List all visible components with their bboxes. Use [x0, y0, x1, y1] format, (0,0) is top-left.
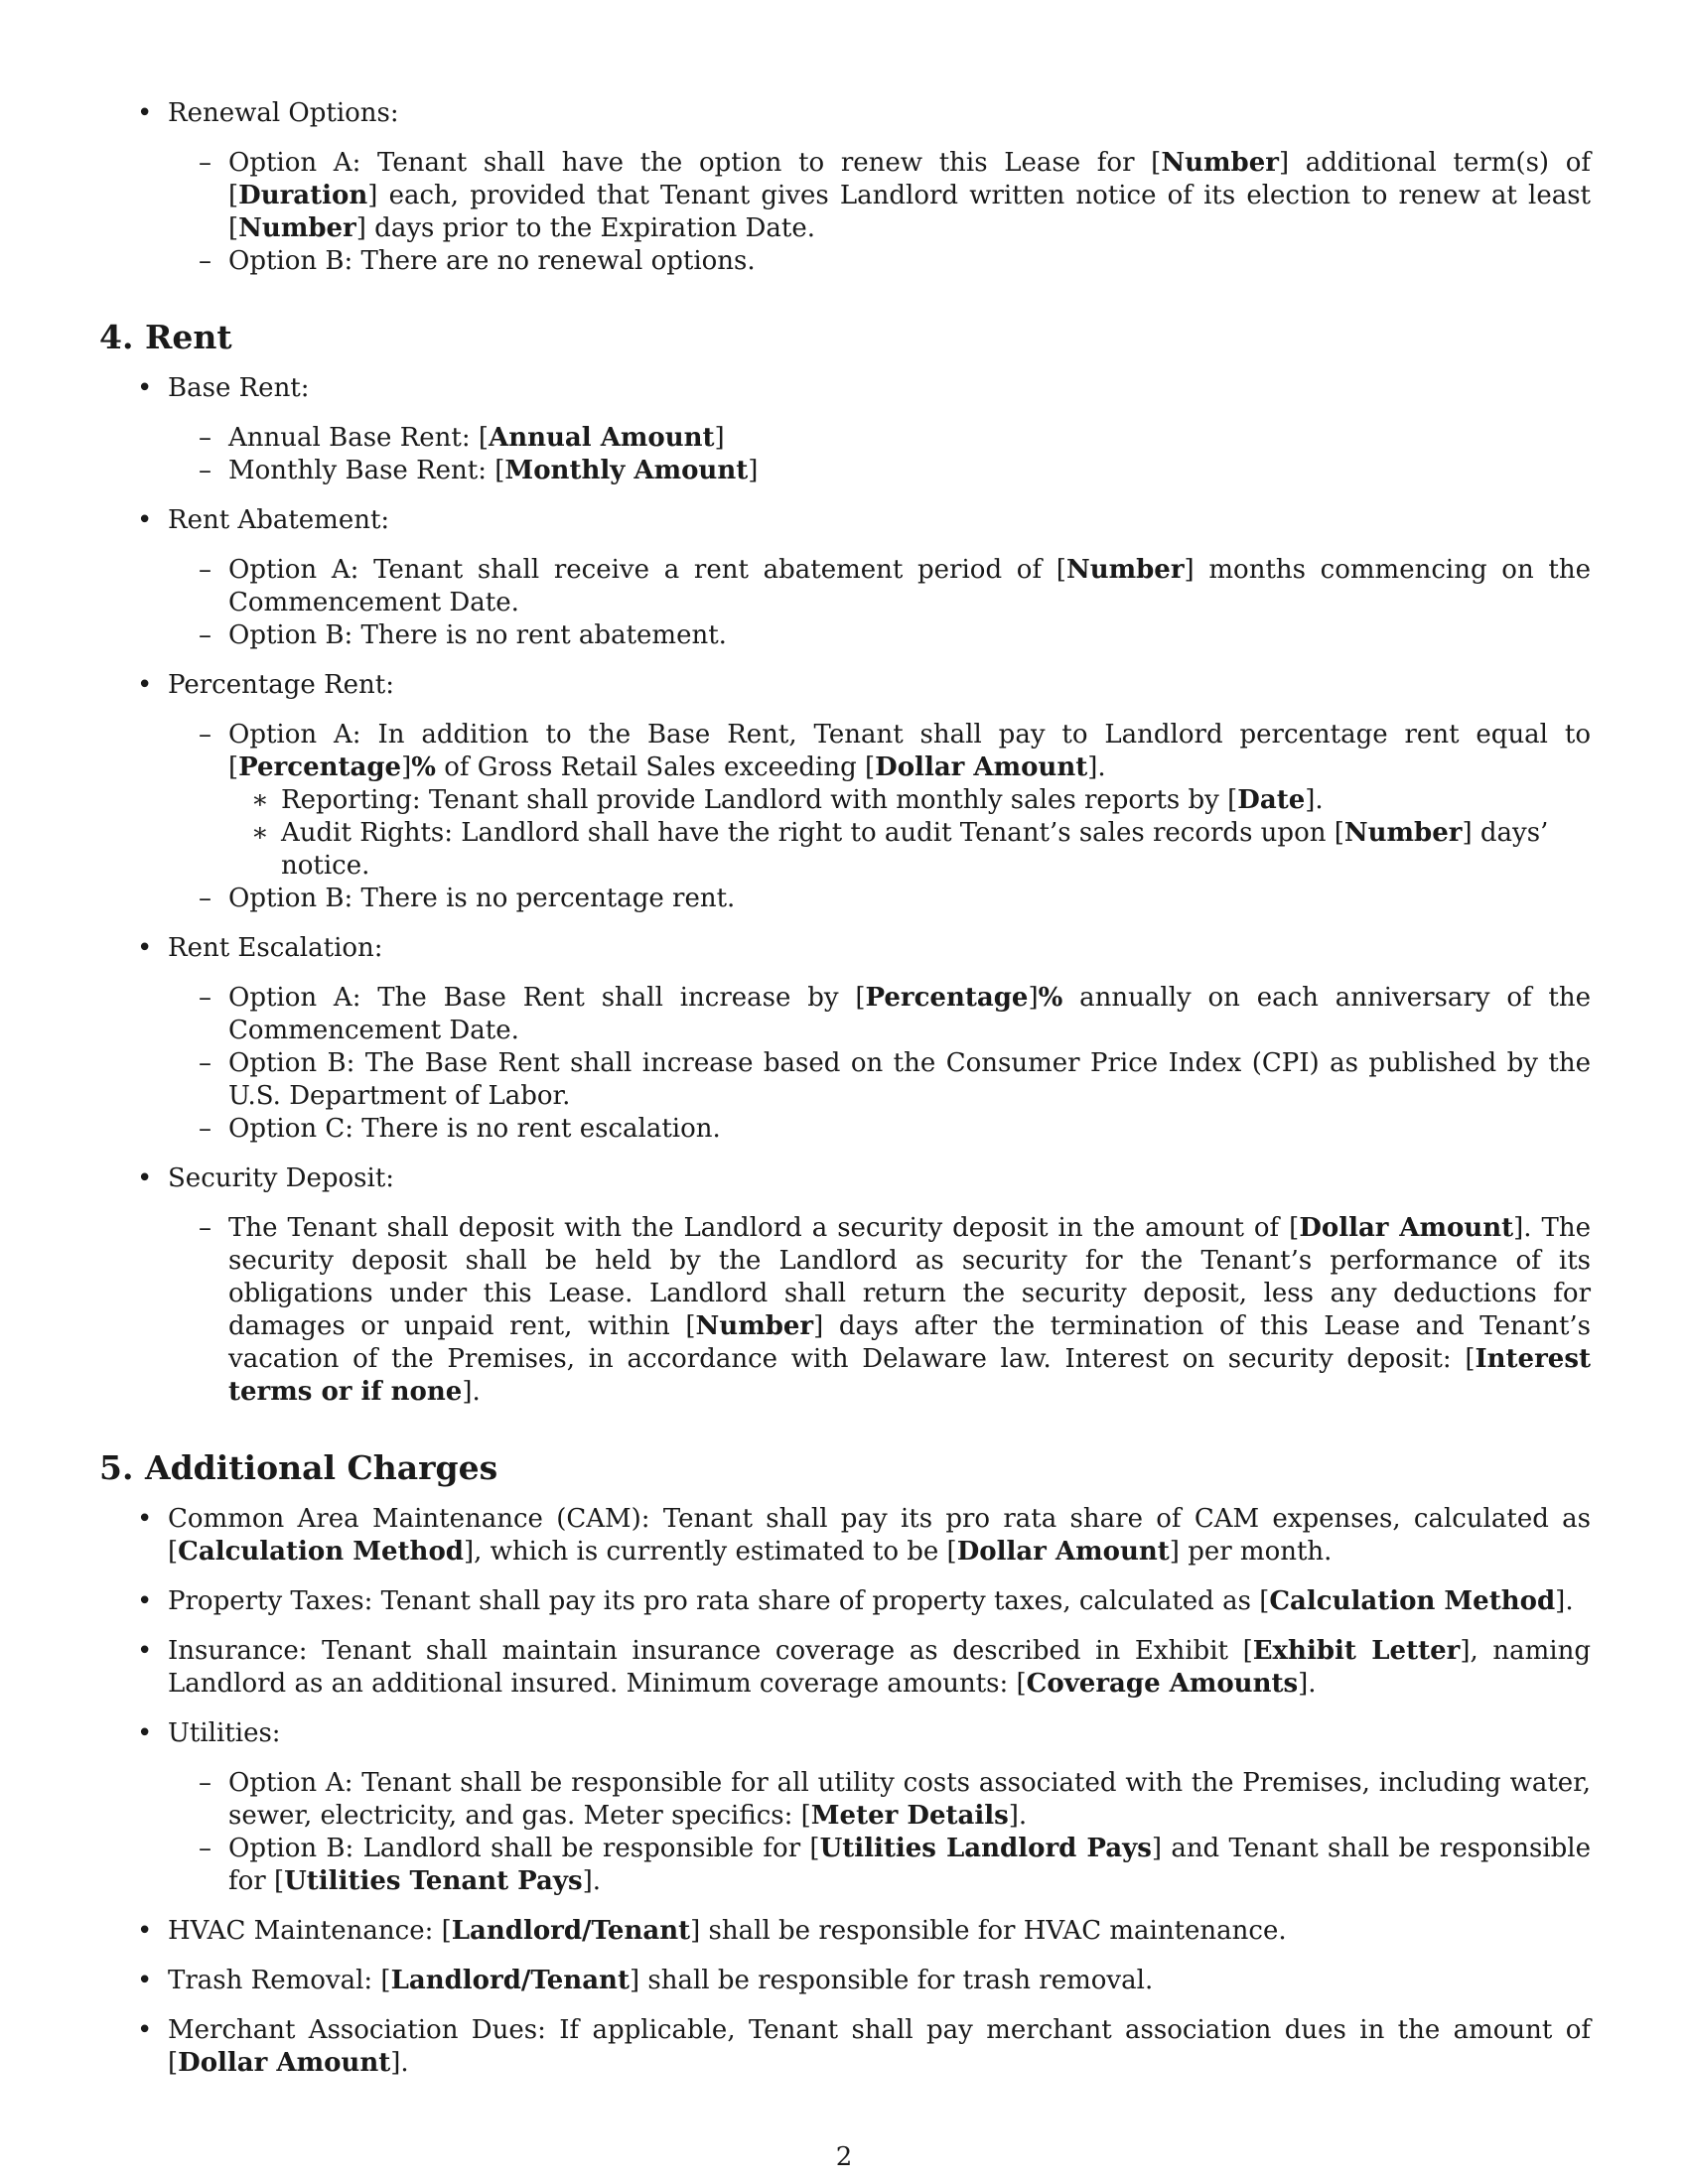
list-item-renewal-options [99, 97, 1591, 278]
text: of Gross Retail Sales exceeding [ [435, 752, 876, 782]
dash-marker: – [199, 983, 211, 1013]
text: ] [401, 752, 412, 782]
renewal-option-b [99, 245, 1591, 278]
text: ], naming Landlord as an additional insured. Minimum coverage amounts: [ [168, 1636, 1591, 1699]
text: Annual Base Rent: [ [228, 423, 490, 453]
placeholder: Dollar Amount [1299, 1213, 1514, 1243]
text: ] [714, 423, 725, 453]
list-item-rent-abatement [99, 504, 1591, 652]
bullet-marker: • [137, 1718, 153, 1748]
percent-sign: % [1038, 983, 1063, 1013]
percentage-rent-option-b [99, 883, 1591, 915]
text: ]. [390, 2048, 409, 2078]
list-item-insurance [99, 1635, 1591, 1701]
bullet-marker: • [137, 1966, 153, 1995]
item-label: Security Deposit: [168, 1163, 395, 1193]
placeholder: Date [1237, 785, 1306, 815]
text: Reporting: Tenant shall provide Landlord with monthly sales reports by [ [281, 785, 1238, 815]
placeholder: Landlord/Tenant [451, 1916, 691, 1946]
monthly-base-rent [99, 455, 1591, 487]
text: The Tenant shall deposit with the Landlord a security deposit in the amount of [ [228, 1213, 1300, 1243]
text: ] [748, 456, 759, 485]
text: Option A: The Base Rent shall increase by [ [228, 983, 866, 1013]
text: Option A: Tenant shall receive a rent abatement period of [ [228, 555, 1066, 585]
text: ]. [1008, 1801, 1028, 1831]
text: ] days’ notice. [281, 818, 1549, 881]
section-title: Rent [145, 318, 232, 356]
section-title: Additional Charges [145, 1448, 498, 1487]
item-label: Percentage Rent: [168, 670, 394, 700]
text: ]. [462, 1377, 481, 1407]
placeholder: Coverage Amounts [1026, 1669, 1299, 1699]
dash-marker: – [199, 1048, 211, 1078]
placeholder: Utilities Tenant Pays [284, 1866, 583, 1896]
reporting-subitem [99, 784, 1591, 817]
placeholder: Dollar Amount [875, 752, 1088, 782]
item-label: Base Rent: [168, 373, 310, 403]
list-item-security-deposit [99, 1162, 1591, 1409]
bullet-marker: • [137, 98, 153, 128]
text: Option C: There is no rent escalation. [228, 1114, 721, 1144]
section-number: 5. [99, 1448, 134, 1487]
list-item-cam [99, 1503, 1591, 1569]
placeholder: Number [238, 213, 356, 243]
text: ]. [1305, 785, 1324, 815]
list-item-merchant-dues [99, 2014, 1591, 2080]
security-deposit-text [99, 1212, 1591, 1409]
text: Common Area Maintenance (CAM): Tenant shall pay its pro rata share of CAM expenses, calculated as [ [168, 1504, 1591, 1567]
utilities-option-a [99, 1767, 1591, 1833]
placeholder: Meter Details [810, 1801, 1009, 1831]
placeholder: Calculation Method [178, 1537, 464, 1567]
text: annually on each anniversary of the Commencement Date. [228, 983, 1591, 1045]
bullet-marker: • [137, 2015, 153, 2045]
text: ], which is currently estimated to be [ [463, 1537, 957, 1567]
text: ] and Tenant shall be responsible for [ [228, 1834, 1591, 1896]
list-item-percentage-rent [99, 669, 1591, 915]
abatement-option-b [99, 619, 1591, 652]
escalation-option-c [99, 1113, 1591, 1146]
text: Merchant Association Dues: If applicable, Tenant shall pay merchant association dues in the amount of [ [168, 2015, 1591, 2078]
text: ]. [1555, 1586, 1574, 1616]
dash-marker: – [199, 884, 211, 913]
placeholder: Percentage [238, 752, 402, 782]
text: ] per month. [1169, 1537, 1333, 1567]
text: ] shall be responsible for trash removal. [629, 1966, 1154, 1995]
text: Option A: Tenant shall be responsible for all utility costs associated with the Premises, including water, sewer, electricity, and gas. Meter specifics: [ [228, 1768, 1591, 1831]
bullet-marker: • [137, 373, 153, 403]
placeholder: Dollar Amount [956, 1537, 1170, 1567]
placeholder: Number [1161, 148, 1279, 178]
placeholder: Monthly Amount [504, 456, 749, 485]
bullet-marker: • [137, 1163, 153, 1193]
list-item-property-taxes [99, 1585, 1591, 1618]
placeholder: Duration [238, 181, 368, 210]
bullet-marker: • [137, 933, 153, 963]
dash-marker: – [199, 423, 211, 453]
dash-marker: – [199, 620, 211, 650]
text: Audit Rights: Landlord shall have the right to audit Tenant’s sales records upon [ [281, 818, 1344, 848]
text: ]. [582, 1866, 602, 1896]
dash-marker: – [199, 148, 211, 178]
text: ]. The security deposit shall be held by the Landlord as security for the Tenant’s performance of its obligations under this Lease. Landlord shall return the security deposit, less any deductions for damages or unpaid rent, within [ [228, 1213, 1591, 1341]
dash-marker: – [199, 1834, 211, 1863]
text: ]. [1087, 752, 1106, 782]
dash-marker: – [199, 1213, 211, 1243]
item-label: Rent Escalation: [168, 933, 383, 963]
renewal-option-a [99, 147, 1591, 245]
text: Option B: There is no rent abatement. [228, 620, 727, 650]
dash-marker: – [199, 720, 211, 750]
text: Property Taxes: Tenant shall pay its pro rata share of property taxes, calculated as [ [168, 1586, 1270, 1616]
section-number: 4. [99, 318, 134, 356]
escalation-option-b [99, 1047, 1591, 1113]
bullet-marker: • [137, 1504, 153, 1534]
text: ] days prior to the Expiration Date. [355, 213, 815, 243]
section-heading-rent [99, 318, 1591, 357]
bullet-marker: • [137, 1586, 153, 1616]
text: Option B: The Base Rent shall increase based on the Consumer Price Index (CPI) as published by the U.S. Department of Labor. [228, 1048, 1591, 1111]
abatement-option-a [99, 554, 1591, 619]
escalation-option-a [99, 982, 1591, 1047]
placeholder: Landlord/Tenant [390, 1966, 630, 1995]
placeholder: Number [695, 1311, 814, 1341]
placeholder: Percentage [865, 983, 1029, 1013]
percentage-rent-option-a [99, 719, 1591, 784]
percent-sign: % [411, 752, 436, 782]
text: Insurance: Tenant shall maintain insurance coverage as described in Exhibit [ [168, 1636, 1253, 1666]
text: HVAC Maintenance: [ [168, 1916, 452, 1946]
document-page [99, 97, 1591, 2097]
list-item-trash-removal [99, 1965, 1591, 1997]
placeholder: Calculation Method [1269, 1586, 1556, 1616]
text: Option A: Tenant shall have the option to renew this Lease for [ [228, 148, 1162, 178]
text: Option A: In addition to the Base Rent, Tenant shall pay to Landlord percentage rent equal to [ [228, 720, 1591, 782]
dash-marker: – [199, 246, 211, 276]
dash-marker: – [199, 555, 211, 585]
annual-base-rent [99, 422, 1591, 455]
text: ] shall be responsible for HVAC maintenance. [690, 1916, 1287, 1946]
star-marker: ∗ [251, 785, 269, 815]
list-item-base-rent [99, 372, 1591, 487]
dash-marker: – [199, 1768, 211, 1798]
bullet-marker: • [137, 505, 153, 535]
text: ] months commencing on the Commencement Date. [228, 555, 1591, 617]
item-label: Renewal Options: [168, 98, 399, 128]
utilities-option-b [99, 1833, 1591, 1898]
bullet-marker: • [137, 1916, 153, 1946]
text: ] each, provided that Tenant gives Landlord written notice of its election to renew at least [ [228, 181, 1591, 243]
placeholder: Annual Amount [489, 423, 715, 453]
text: Trash Removal: [ [168, 1966, 391, 1995]
text: ] days after the termination of this Lease and Tenant’s vacation of the Premises, in accordance with Delaware law. Interest on security deposit: [ [228, 1311, 1592, 1374]
bullet-marker: • [137, 1636, 153, 1666]
text: ]. [1298, 1669, 1317, 1699]
text: Monthly Base Rent: [ [228, 456, 505, 485]
list-item-utilities [99, 1717, 1591, 1898]
item-label: Utilities: [168, 1718, 281, 1748]
placeholder: Interest terms or if none [228, 1344, 1591, 1407]
dash-marker: – [199, 1114, 211, 1144]
item-label: Rent Abatement: [168, 505, 390, 535]
text: Option B: There are no renewal options. [228, 246, 756, 276]
audit-rights-subitem [99, 817, 1591, 883]
placeholder: Exhibit Letter [1252, 1636, 1461, 1666]
text: Option B: Landlord shall be responsible for [ [228, 1834, 820, 1863]
text: ] additional term(s) of [ [228, 148, 1591, 210]
section-heading-additional-charges [99, 1448, 1591, 1488]
list-item-hvac [99, 1915, 1591, 1948]
text: Option B: There is no percentage rent. [228, 884, 736, 913]
dash-marker: – [199, 456, 211, 485]
placeholder: Utilities Landlord Pays [819, 1834, 1152, 1863]
text: ] [1028, 983, 1039, 1013]
placeholder: Number [1065, 555, 1185, 585]
list-item-rent-escalation [99, 932, 1591, 1146]
page-number: 2 [835, 2142, 853, 2172]
star-marker: ∗ [251, 818, 269, 848]
bullet-marker: • [137, 670, 153, 700]
placeholder: Dollar Amount [178, 2048, 391, 2078]
placeholder: Number [1343, 818, 1463, 848]
